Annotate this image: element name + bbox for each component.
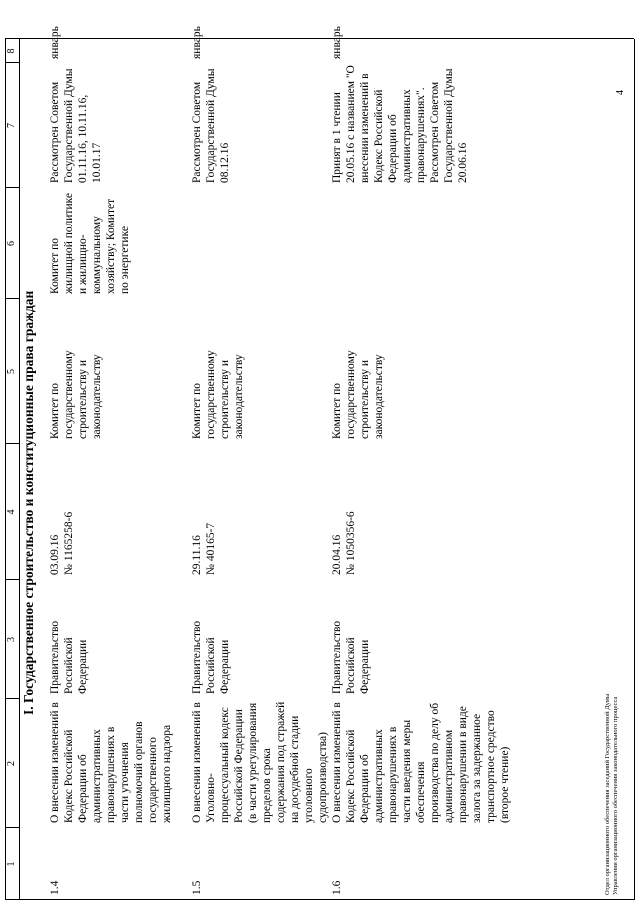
bill-date: 29.11.16 bbox=[191, 535, 203, 575]
bill-date: 20.04.16 bbox=[331, 534, 343, 575]
responsible-committee: Комитет по государственному строительству и законодательству bbox=[49, 350, 103, 439]
bill-author: Правительство Российской Федерации bbox=[191, 620, 231, 694]
bill-number: № 40165-7 bbox=[205, 522, 217, 575]
footer-directorate: Управления организационного обеспечения законодательного процесса bbox=[612, 696, 619, 895]
bill-status: Рассмотрен Советом Государственной Думы 08.12.16 bbox=[191, 68, 231, 183]
row-number: 1.6 bbox=[331, 880, 343, 895]
column-number: 7 bbox=[6, 123, 17, 128]
bill-title: О внесении изменений в Кодекс Российской Федерации об административных правонарушениях в части уточнения полномочий органов государственного жилищного надзора bbox=[49, 702, 173, 823]
column-number: 5 bbox=[6, 369, 17, 374]
bill-status: Рассмотрен Советом Государственной Думы 01.11.16, 10.11.16, 10.01.17 bbox=[49, 68, 103, 183]
column-number: 6 bbox=[6, 241, 17, 246]
bill-author: Правительство Российской Федерации bbox=[331, 620, 371, 694]
row-number: 1.4 bbox=[49, 880, 61, 895]
planned-month: январь bbox=[331, 26, 343, 59]
column-number: 2 bbox=[6, 761, 17, 766]
bill-date: 03.09.16 bbox=[49, 534, 61, 575]
planned-month: январь bbox=[49, 26, 61, 59]
responsible-committee: Комитет по государственному строительству и законодательству bbox=[191, 350, 245, 439]
row-number: 1.5 bbox=[191, 880, 203, 895]
column-number: 8 bbox=[6, 48, 17, 54]
bill-title: О внесении изменений в Кодекс Российской Федерации об административных правонарушениях в части введения меры обеспечения производства по делу об административном правонарушении в виде залога за задержанное транспортное средство (второе чтение) bbox=[331, 702, 511, 823]
section-title: I. Государственное строительство и конституционные права граждан bbox=[21, 290, 36, 715]
bill-number: № 1050356-6 bbox=[345, 511, 357, 575]
bill-author: Правительство Российской Федерации bbox=[49, 620, 89, 694]
planned-month: январь bbox=[191, 26, 203, 59]
bill-status: Принят в 1 чтении 20.05.16 с названием "О внесении изменений в Кодекс Российской Федерации об административных правонарушениях". Рассмотрен Советом Государственной Думы 20.06.16 bbox=[331, 65, 469, 183]
column-number: 3 bbox=[6, 637, 17, 642]
bill-number: № 1165258-6 bbox=[63, 511, 75, 575]
bill-title: О внесении изменений в Уголовно-процессуальный кодекс Российской Федерации (в части урегулирования пределов срока содержания под стражей на досудебной стадии уголовного судопроизводства) bbox=[191, 701, 329, 823]
page-number: 4 bbox=[615, 90, 626, 95]
footer-department: Отдел организационного обеспечения заседаний Государственной Думы bbox=[604, 693, 611, 895]
responsible-committee: Комитет по государственному строительству и законодательству bbox=[331, 350, 385, 439]
co-executor-committee: Комитет по жилищной политике и жилищно-коммунальному хозяйству; Комитет по энергетике bbox=[49, 192, 131, 294]
column-number: 4 bbox=[6, 509, 17, 515]
column-number: 1 bbox=[6, 861, 17, 867]
